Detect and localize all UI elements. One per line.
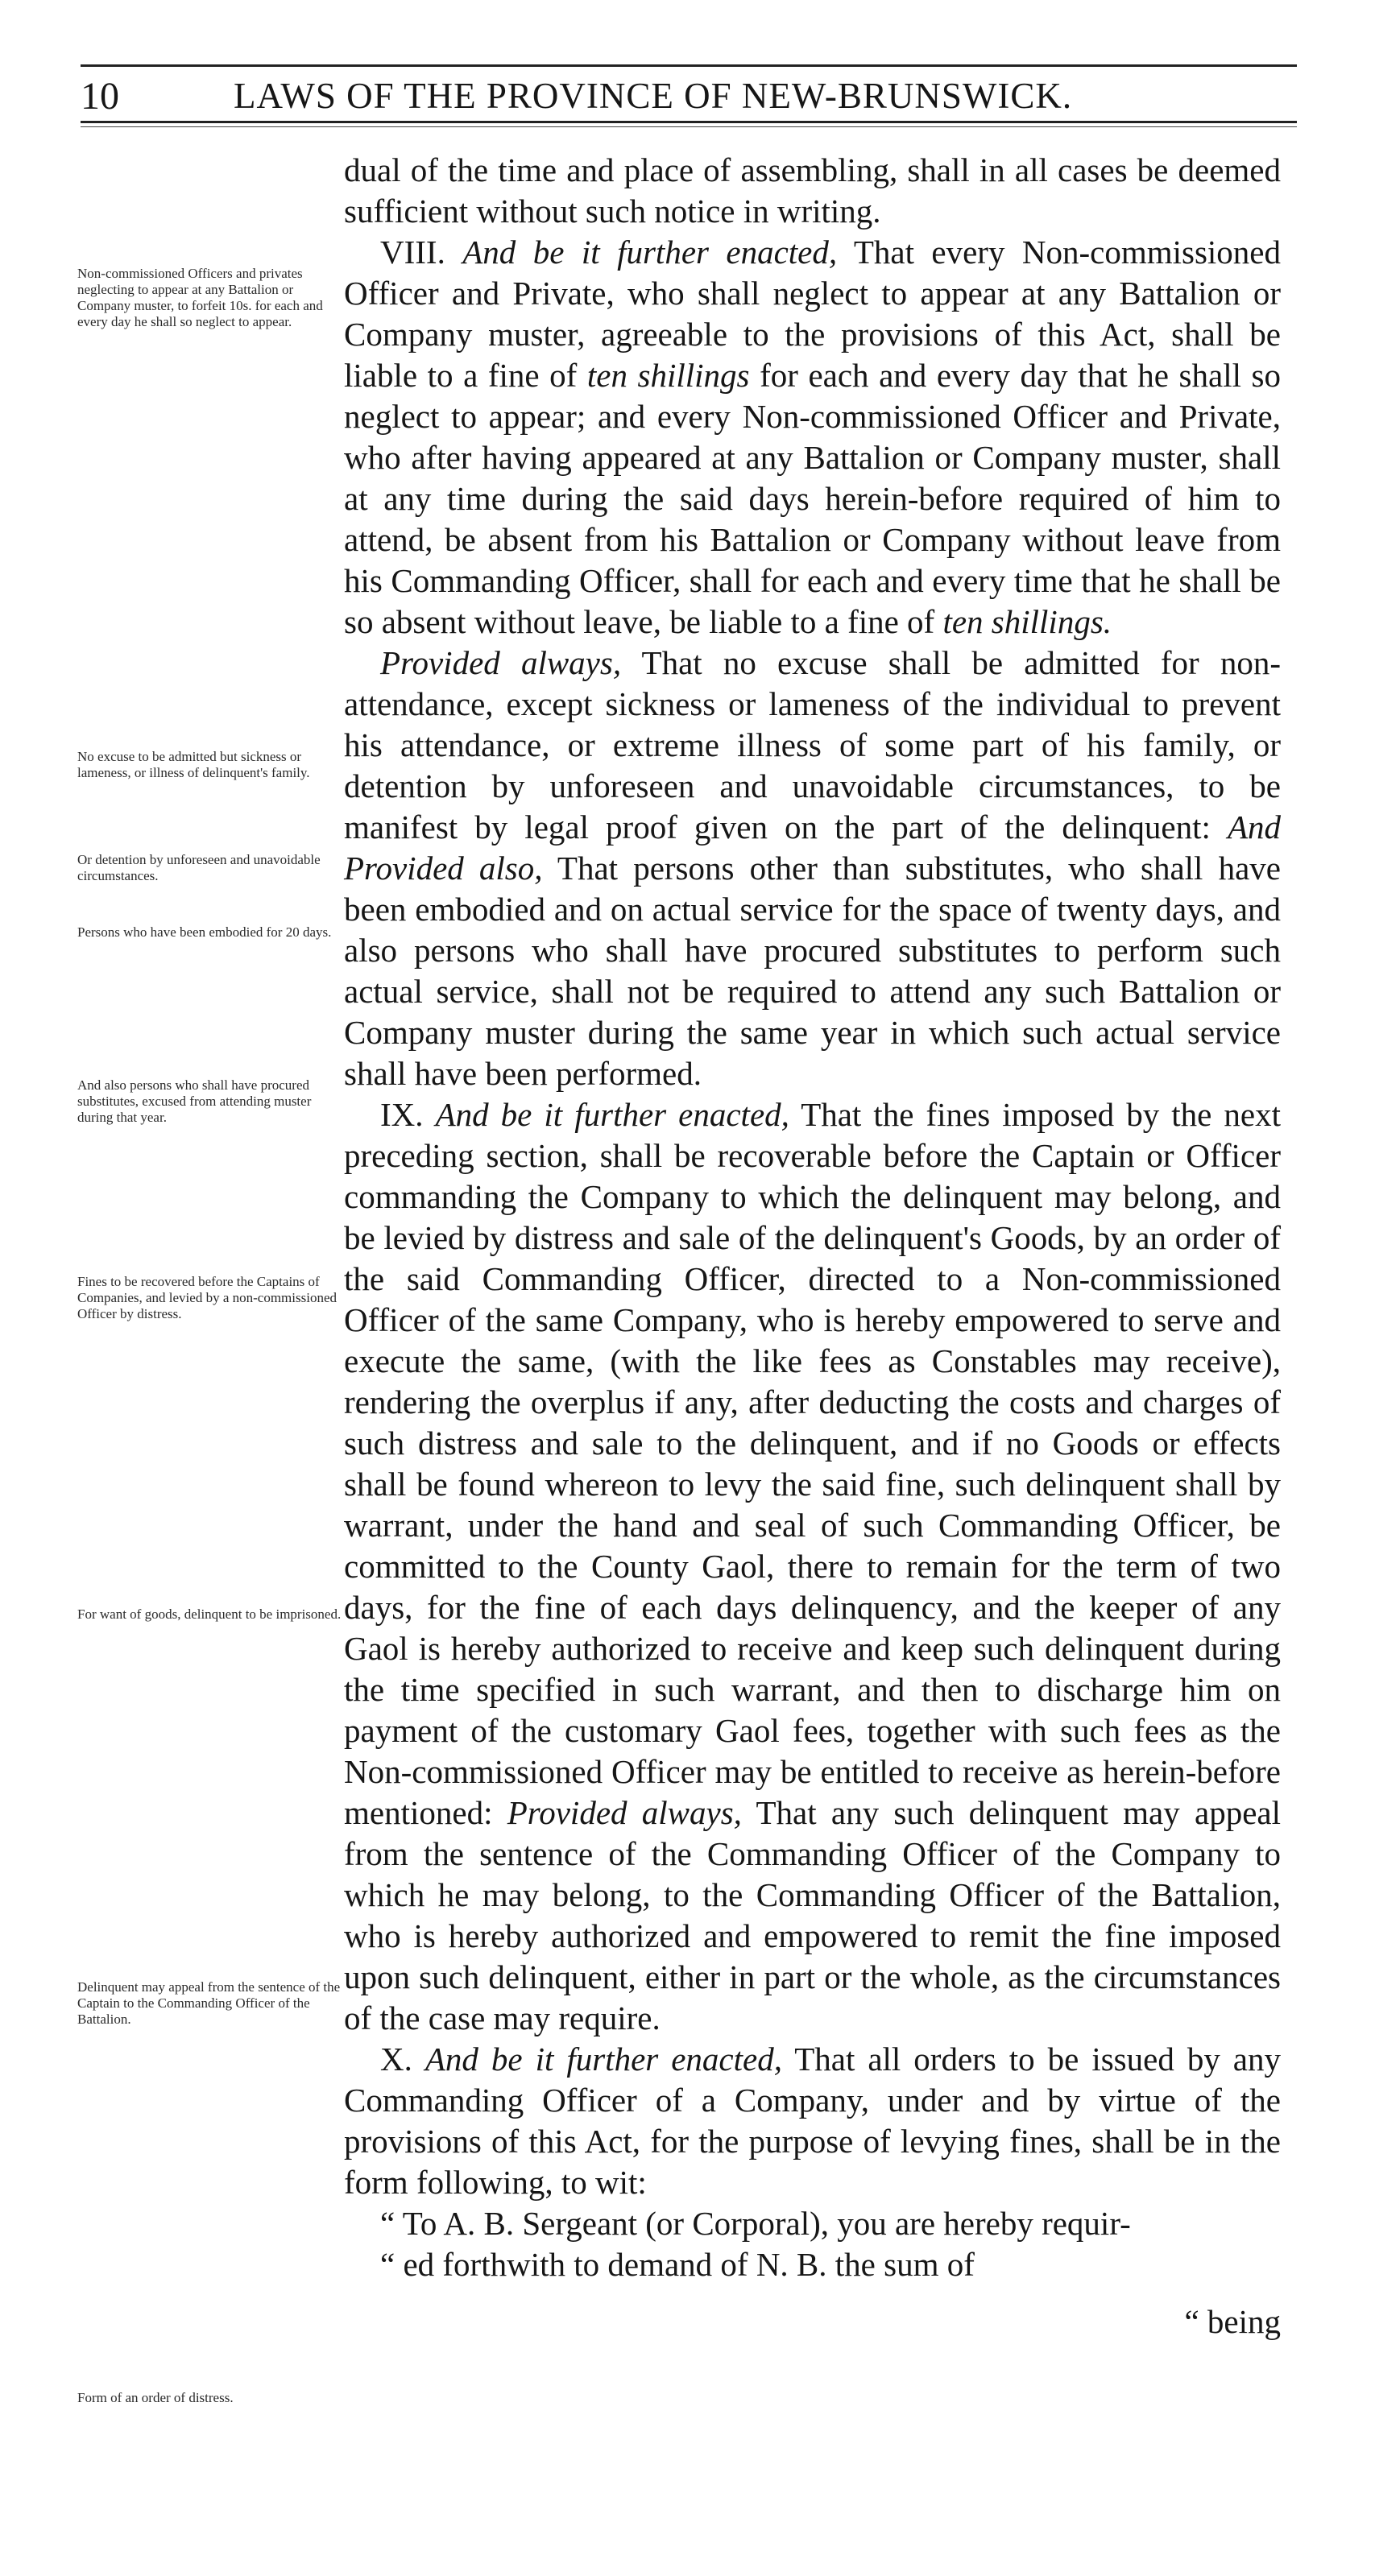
body-text bbox=[344, 150, 1281, 2342]
proviso-text: That any such delinquent may appeal from the sentence of the Commanding Officer of the Company to which he may belong, to the Commanding Officer of the Battalion, who is hereby authorized and empowered to remit the fine imposed upon such delinquent, either in part or the whole, as the circumstances of the case may require. bbox=[344, 1794, 1281, 2036]
marginal-note-imprisoned: For want of goods, delinquent to be imprisoned. bbox=[77, 1606, 342, 1622]
marginal-note-no-excuse: No excuse to be admitted but sickness or lameness, or illness of delinquent's family. bbox=[77, 749, 310, 780]
header-rule-top bbox=[81, 64, 1297, 67]
section-number: X. bbox=[380, 2041, 412, 2078]
marginal-note-detention: Or detention by unforeseen and unavoidable circumstances. bbox=[77, 852, 321, 883]
section-viii bbox=[344, 232, 1281, 643]
proviso-clause: Provided always, bbox=[380, 644, 622, 681]
form-line: “ ed forthwith to demand of N. B. the sum of bbox=[380, 2246, 975, 2283]
page-number: 10 bbox=[81, 75, 119, 118]
page-header bbox=[81, 64, 1297, 129]
section-text: That the fines imposed by the next preceding section, shall be recoverable before the Captain or Officer commanding the Company to which the delinquent may belong, and be levied by distress and sale of the delinquent's Goods, by an order of the said Commanding Officer, directed to a Non-commissioned Officer of the same Company, who is hereby empowered to serve and execute the same, (with the like fees as Constables may receive), rendering the overplus if any, after deducting the costs and charges of such distress and sale to the delinquent, and if no Goods or effects shall be found whereon to levy the said fine, such delinquent shall by warrant, under the hand and seal of such Commanding Officer, be committed to the County Gaol, there to remain for the term of two days, for the fine of each days delinquency, and the keeper of any Gaol is hereby authorized to receive and keep such delinquent during the time specified in such warrant, and then to discharge him on payment of the customary Gaol fees, together with such fees as the Non-commissioned Officer may be entitled to receive as herein-before mentioned: bbox=[344, 1096, 1281, 1831]
section-number: IX. bbox=[380, 1096, 424, 1133]
proviso-clause: And Provided also, bbox=[344, 808, 1281, 887]
enacting-clause: And be it further enacted, bbox=[462, 234, 838, 271]
proviso-text: That persons other than substitutes, who shall have been embodied and on actual service for the space of twenty days, and also persons who shall have procured substitutes to perform such actual service, shall not be required to attend any such Battalion or Company muster during the same year in which such actual service shall have been performed. bbox=[344, 850, 1281, 1092]
marginal-note-substitutes: And also persons who shall have procured substitutes, excused from attending muster during that year. bbox=[77, 1077, 312, 1125]
catchword: “ being bbox=[1184, 2303, 1281, 2340]
marginal-note-fine-neglect: Non-commissioned Officers and privates neglecting to appear at any Battalion or Company muster, to forfeit 10s. for each and every day he shall so neglect to appear. bbox=[77, 266, 323, 329]
section-text: That every Non-commissioned Officer and Private, who shall neglect to appear at any Battalion or Company muster, agreeable to the provisions of this Act, shall be liable to a fine of bbox=[344, 234, 1282, 394]
enacting-clause: And be it further enacted, bbox=[435, 1096, 789, 1133]
paragraph-continuation: dual of the time and place of assembling, shall in all cases be deemed sufficient without such notice in writing. bbox=[344, 151, 1281, 229]
fine-amount: ten shillings bbox=[586, 357, 750, 394]
section-text: That all orders to be issued by any Commanding Officer of a Company, under and by virtue of the provisions of this Act, for the purpose of levying fines, shall be in the form following, to wit: bbox=[344, 2041, 1282, 2201]
enacting-clause: And be it further enacted, bbox=[425, 2041, 782, 2078]
marginal-note-appeal: Delinquent may appeal from the sentence of the Captain to the Commanding Officer of the Battalion. bbox=[77, 1979, 341, 2027]
section-x bbox=[344, 2039, 1281, 2203]
marginal-note-embodied: Persons who have been embodied for 20 days. bbox=[77, 924, 332, 940]
proviso-text: That no excuse shall be admitted for non-attendance, except sickness or lameness of the individual to prevent his attendance, or extreme illness of some part of his family, or detention by unforeseen and unavoidable circumstances, to be manifest by legal proof given on the part of the delinquent: bbox=[344, 644, 1282, 846]
section-ix bbox=[344, 1094, 1281, 2039]
fine-amount: ten shillings. bbox=[942, 603, 1112, 640]
running-head: LAWS OF THE PROVINCE OF NEW-BRUNSWICK. bbox=[234, 76, 1073, 116]
proviso-paragraph bbox=[344, 643, 1281, 1094]
marginal-note-fines-recovered: Fines to be recovered before the Captains of Companies, and levied by a non-commissioned Officer by distress. bbox=[77, 1274, 337, 1321]
header-rule-bottom bbox=[81, 121, 1297, 127]
proviso-clause: Provided always, bbox=[507, 1794, 742, 1831]
form-line: “ To A. B. Sergeant (or Corporal), you are hereby requir- bbox=[380, 2205, 1131, 2242]
marginal-note-form: Form of an order of distress. bbox=[77, 2390, 234, 2405]
section-text: for each and every day that he shall so neglect to appear; and every Non-commissioned Officer and Private, who after having appeared at any Battalion or Company muster, shall at any time during the said days herein-before required of him to attend, be absent from his Battalion or Company without leave from his Commanding Officer, shall for each and every time that he shall be so absent without leave, be liable to a fine of bbox=[344, 357, 1281, 640]
section-number: VIII. bbox=[380, 234, 445, 271]
